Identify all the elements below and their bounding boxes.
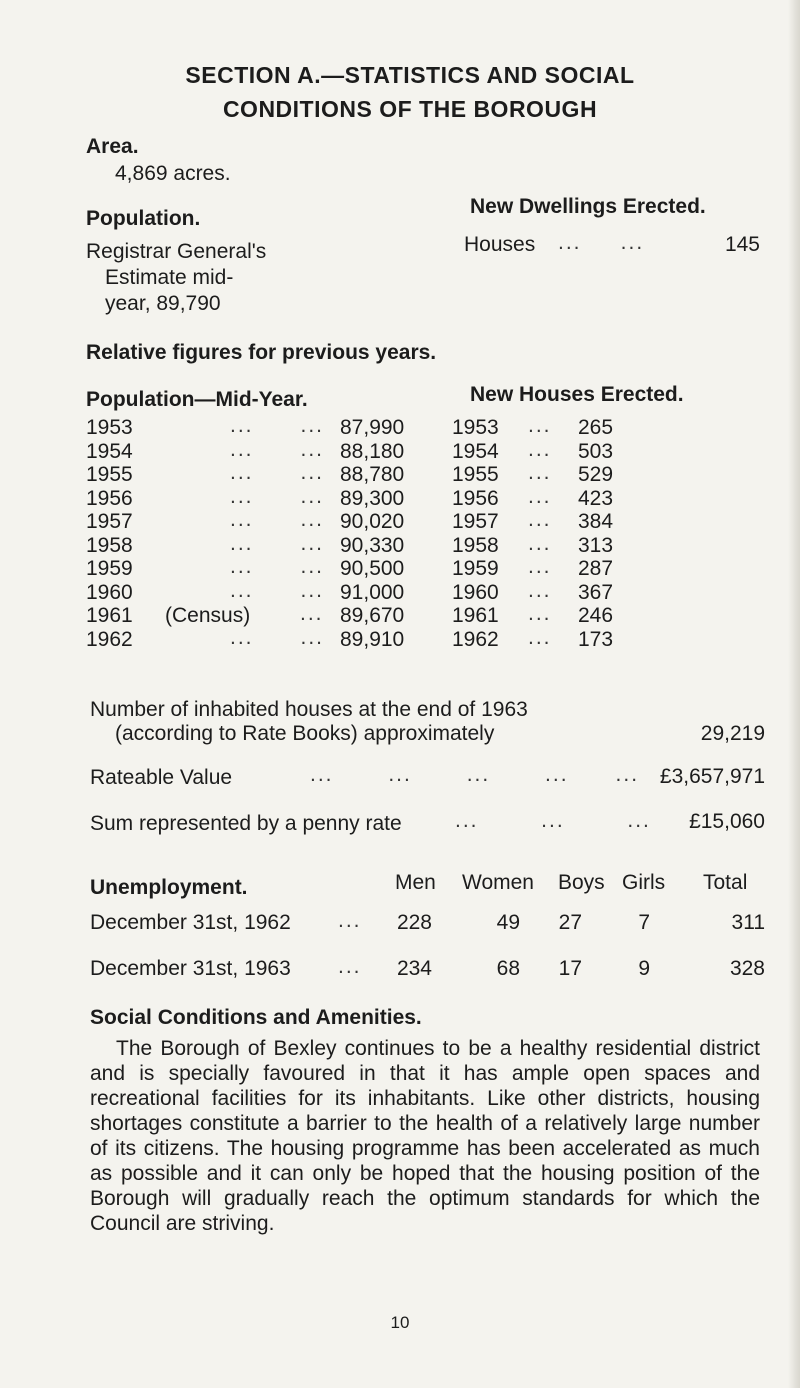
relative-row-population: 87,990 [340,416,405,439]
dot-leader: ... [528,625,552,649]
relative-col-population: Population—Mid-Year. [86,388,308,411]
relative-row-house-year: 1960 [452,580,499,604]
dot-leader: ... ... [230,508,325,531]
social-paragraph [90,1036,760,1236]
unemployment-cell: 17 [558,957,582,980]
relative-row-year: 1955 [86,463,133,486]
dwellings-houses-label: Houses [464,233,536,256]
relative-row-houses: 246 [578,604,614,627]
relative-row-houses: 503 [578,439,614,463]
dot-leader: ... [300,602,324,625]
unemployment-cell: 228 [396,911,432,934]
relative-row-note: (Census) [165,604,251,627]
relative-row-houses: 173 [578,627,614,651]
penny-value: £15,060 [689,810,765,833]
relative-row-house-year: 1954 [452,439,499,463]
dot-leader: ... [528,508,552,531]
relative-row-population: 90,500 [340,557,405,580]
area-heading: Area. [86,135,139,158]
dot-leader: ... [338,955,362,978]
relative-row-house-year: 1956 [452,486,499,510]
dot-leader: ... ... [558,231,645,254]
dot-leader: ... [338,909,362,932]
relative-row-houses: 529 [578,463,614,486]
relative-row-houses: 313 [578,533,614,557]
relative-row-year: 1959 [86,557,133,580]
inhabited-line2: (according to Rate Books) approximately [115,722,495,745]
relative-row-houses: 423 [578,486,614,510]
relative-row-houses: 265 [578,416,614,439]
relative-row-house-year: 1959 [452,557,499,580]
unemployment-cell: 311 [731,911,765,934]
inhabited-value: 29,219 [700,722,765,745]
relative-row-population: 90,020 [340,510,405,533]
relative-row-population: 90,330 [340,533,405,557]
unemployment-cell: 27 [558,911,582,934]
relative-row-year: 1960 [86,580,133,604]
unemployment-cell: 234 [396,957,432,980]
dot-leader: ... ... ... ... ... [310,763,640,786]
relative-row-population: 88,780 [340,463,405,486]
dot-leader: ... [528,578,552,602]
dot-leader: ... ... [230,484,325,508]
relative-row-population: 91,000 [340,580,405,604]
unemployment-col-men: Men [395,871,436,894]
dot-leader: ... ... [230,461,325,484]
relative-row-year: 1961 [86,604,133,627]
relative-row-population: 88,180 [340,439,405,463]
dot-leader: ... ... [230,625,325,649]
relative-row-population: 89,910 [340,627,405,651]
unemployment-row-label: December 31st, 1962 [90,911,291,934]
relative-row-house-year: 1958 [452,533,499,557]
rateable-value: £3,657,971 [659,765,765,788]
unemployment-cell: 328 [729,957,765,980]
population-heading: Population. [86,207,201,230]
unemployment-heading: Unemployment. [90,876,248,899]
rateable-label: Rateable Value [90,766,233,789]
page-number: 10 [390,1313,410,1332]
relative-row-year: 1962 [86,627,133,651]
dot-leader: ... ... [230,437,325,461]
relative-row-houses: 287 [578,557,614,580]
relative-row-year: 1957 [86,510,133,533]
relative-col-houses: New Houses Erected. [470,383,684,406]
unemployment-col-women: Women [462,871,534,894]
relative-row-year: 1954 [86,439,133,463]
relative-row-house-year: 1962 [452,627,499,651]
unemployment-col-boys: Boys [558,871,605,894]
population-line3: year, 89,790 [105,292,221,315]
relative-row-year: 1958 [86,533,133,557]
unemployment-row-label: December 31st, 1963 [90,957,291,980]
dwellings-heading: New Dwellings Erected. [470,195,706,218]
dot-leader: ... ... [230,578,325,602]
relative-row-population: 89,300 [340,486,405,510]
unemployment-cell: 9 [638,957,650,980]
relative-row-year: 1956 [86,486,133,510]
relative-row-house-year: 1955 [452,463,499,486]
dot-leader: ... [528,555,552,578]
section-title-line1: SECTION A.—STATISTICS AND SOCIAL [185,62,635,88]
unemployment-col-girls: Girls [622,871,666,894]
relative-row-year: 1953 [86,416,133,439]
dwellings-houses-value: 145 [724,233,760,256]
dot-leader: ... [528,602,552,625]
dot-leader: ... ... ... [455,809,651,832]
population-line1: Registrar General's [86,240,267,263]
relative-row-house-year: 1957 [452,510,499,533]
relative-row-house-year: 1961 [452,604,499,627]
penny-label: Sum represented by a penny rate [90,812,402,835]
dot-leader: ... [528,484,552,508]
relative-heading: Relative figures for previous years. [86,341,437,364]
dot-leader: ... [528,531,552,555]
unemployment-cell: 7 [638,911,650,934]
dot-leader: ... ... [230,414,325,437]
relative-row-houses: 384 [578,510,614,533]
area-value: 4,869 acres. [115,162,231,185]
unemployment-cell: 49 [496,911,520,934]
relative-row-population: 89,670 [340,604,405,627]
relative-row-houses: 367 [578,580,614,604]
unemployment-cell: 68 [496,957,520,980]
dot-leader: ... ... [230,531,325,555]
population-line2: Estimate mid- [105,266,234,289]
inhabited-line1: Number of inhabited houses at the end of 1963 [90,698,528,721]
page-edge-shadow [788,0,800,1388]
dot-leader: ... [528,461,552,484]
unemployment-col-total: Total [703,871,748,894]
dot-leader: ... [528,414,552,437]
social-heading: Social Conditions and Amenities. [90,1006,422,1029]
dot-leader: ... [528,437,552,461]
relative-row-house-year: 1953 [452,416,499,439]
social-text: The Borough of Bexley continues to be a healthy residential district and is specially favoured in that it has ample open spaces and recreational facilities for its inhabitants. Like other districts, housing shortages constitute a barrier to the health of a relatively large number of its citizens. The housing programme has been accelerated as much as possible and it can only be hoped that the housing position of the Borough will gradually reach the optimum standards for which the Council are striving. [90,1037,760,1235]
section-title-line2: CONDITIONS OF THE BOROUGH [222,96,598,122]
dot-leader: ... ... [230,555,325,578]
